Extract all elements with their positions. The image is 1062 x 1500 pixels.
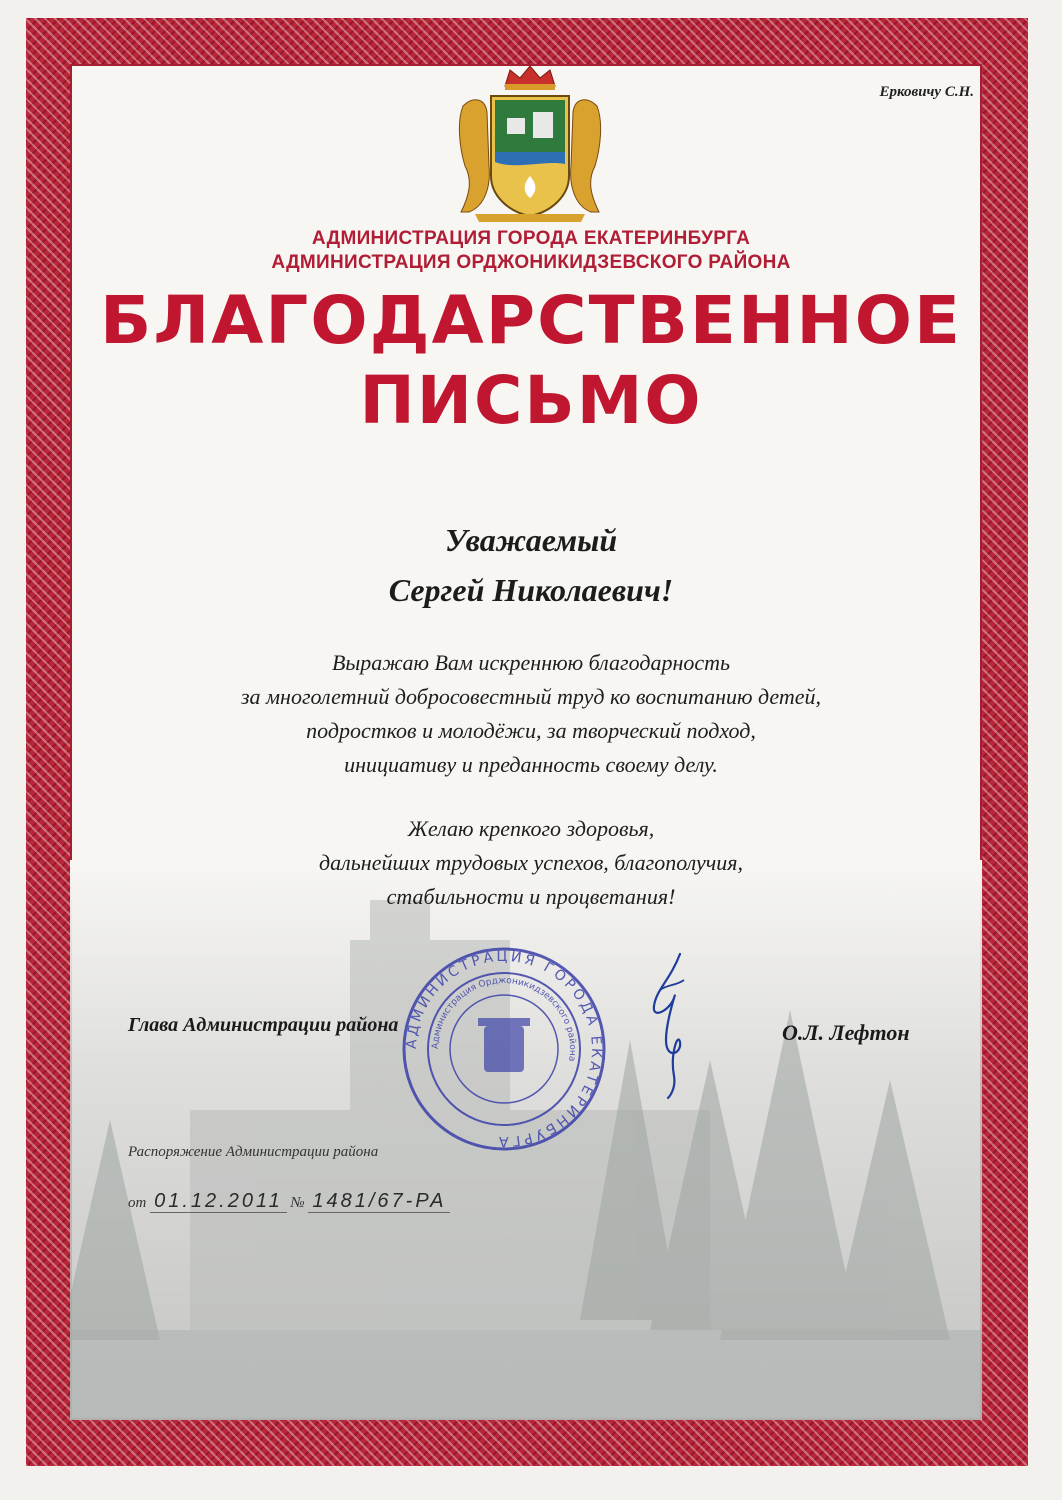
wishes-paragraph (0, 812, 1062, 914)
decree-date: 01.12.2011 (150, 1190, 287, 1213)
text-line: стабильности и процветания! (386, 884, 676, 909)
signatory-name: О.Л. Лефтон (782, 1020, 910, 1045)
decree-label: Распоряжение Администрации района (128, 1144, 379, 1160)
decree-date-prefix: от (128, 1195, 147, 1211)
decree-reference (128, 1190, 450, 1213)
text-line: за многолетний добросовестный труд ко воспитанию детей, (240, 684, 822, 709)
text-line: дальнейших трудовых успехов, благополучия, (319, 850, 743, 875)
text-line: Выражаю Вам искреннюю благодарность (331, 650, 731, 675)
signatory-position: Глава Администрации района (128, 1014, 399, 1036)
organization-line-1: АДМИНИСТРАЦИЯ ГОРОДА ЕКАТЕРИНБУРГА (311, 228, 751, 249)
document-title-line-1: БЛАГОДАРСТВЕННОЕ (99, 282, 962, 359)
gratitude-paragraph (0, 646, 1062, 782)
handwritten-signature (640, 950, 710, 1100)
decree-number: 1481/67-РА (308, 1190, 450, 1213)
text-line: инициативу и преданность своему делу. (344, 752, 718, 777)
text-line: подростков и молодёжи, за творческий подход, (306, 718, 756, 743)
document-title-line-2: ПИСЬМО (359, 362, 703, 439)
greeting-salutation: Уважаемый (444, 522, 618, 558)
greeting-recipient-name: Сергей Николаевич! (388, 572, 674, 608)
addressee-name: Ерковичу С.Н. (879, 84, 974, 100)
text-line: Желаю крепкого здоровья, (407, 816, 655, 841)
stamp-outer-text: АДМИНИСТРАЦИЯ ГОРОДА ЕКАТЕРИНБУРГА (403, 948, 605, 1150)
organization-line-2: АДМИНИСТРАЦИЯ ОРДЖОНИКИДЗЕВСКОГО РАЙОНА (271, 252, 791, 273)
official-stamp-icon (398, 944, 610, 1154)
decree-number-prefix: № (290, 1195, 305, 1211)
city-coat-of-arms-icon (455, 66, 605, 222)
stamp-inner-text: Администрация Орджоникидзевского района (430, 975, 578, 1063)
